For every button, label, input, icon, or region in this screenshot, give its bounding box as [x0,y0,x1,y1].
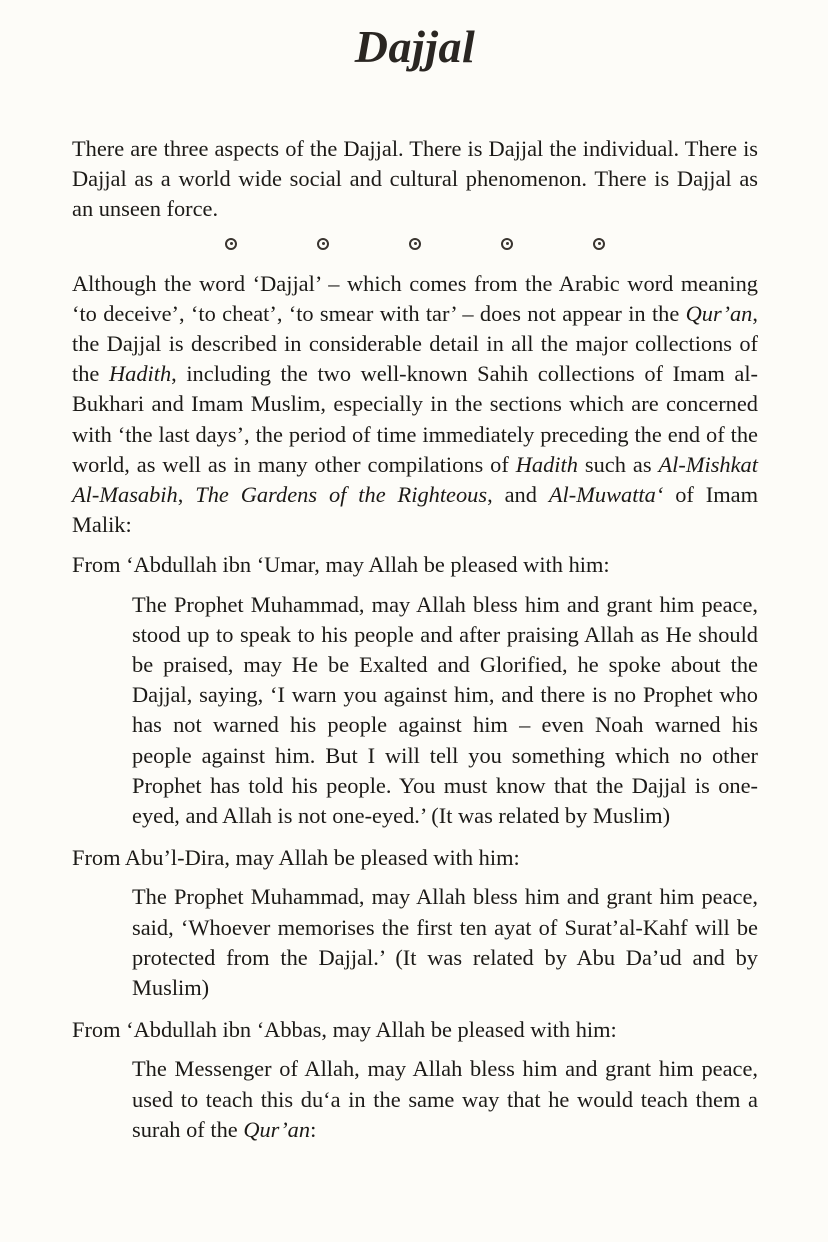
main-text: Although the word ‘Dajjal’ – which comes from the Arabic word meaning ‘to deceive’, ‘to cheat’, ‘to smear with tar’ – does not appear in the [72,270,758,326]
ornament-circle-icon [501,238,513,250]
ornament-circle-icon [409,238,421,250]
main-text: , and [487,482,549,508]
quote-text: The Messenger of Allah, may Allah bless him and grant him peace, used to teach this du‘a in the same way that he would teach them a surah of the [132,1056,758,1142]
gardens-title: The Gardens of the Righteous [195,482,488,508]
quran-title: Qur’an [685,300,753,326]
page-title: Dajjal [354,21,476,72]
narrator-line-2: From Abu’l-Dira, may Allah be pleased with him: [72,845,520,871]
narrator-line-3: From ‘Abdullah ibn ‘Abbas, may Allah be pleased with him: [72,1017,617,1043]
main-paragraph [72,269,758,541]
mishkat-title: Al-Mishkat Al-Masabih [72,451,758,508]
quote-text: : [310,1116,317,1142]
narrator-line-1: From ‘Abdullah ibn ‘Umar, may Allah be pleased with him: [72,552,610,578]
ornament-circle-icon [317,238,329,250]
main-text: of Imam Malik: [72,482,759,538]
hadith-quote-1: The Prophet Muhammad, may Allah bless him and grant him peace, stood up to speak to his people and after praising Allah as He should be praised, may He be Exalted and Glorified, he spoke about the Dajjal, saying, ‘I warn you against him, and there is no Prophet who has not warned his people against him – even Noah warned his people against him. But I will tell you something which no other Prophet has told his people. You must know that the Dajjal is one-eyed, and Allah is not one-eyed.’ (It was related by Muslim) [132,591,758,829]
ornament-divider [72,229,758,259]
hadith-quote-2: The Prophet Muhammad, may Allah bless him and grant him peace, said, ‘Whoever memorises the first ten ayat of Surat’al-Kahf will be protected from the Dajjal.’ (It was related by Abu Da’ud and by Muslim) [132,884,758,1001]
ornament-circle-icon [593,238,605,250]
quran-title: Qur’an [243,1116,311,1142]
ornament-circle-icon [225,238,237,250]
hadith-quote-3 [72,1054,758,1145]
hadith-title: Hadith [108,361,172,387]
main-text: , the Dajjal is described in considerable detail in all the major collections of the [72,300,758,387]
hadith-title: Hadith [515,451,578,477]
intro-paragraph: There are three aspects of the Dajjal. There is Dajjal the individual. There is Dajjal as a world wide social and cultural phenomenon. There is Dajjal as an unseen force. [72,136,758,222]
main-text: , including the two well-known Sahih collections of Imam al-Bukhari and Imam Muslim, especially in the sections which are concerned with ‘the last days’, the period of time immediately preceding the end of the world, as well as in many other compilations of [72,361,759,477]
main-text: , [177,482,196,508]
muwatta-title: Al-Muwatta‘ [548,482,664,508]
main-text: such as [577,451,659,477]
